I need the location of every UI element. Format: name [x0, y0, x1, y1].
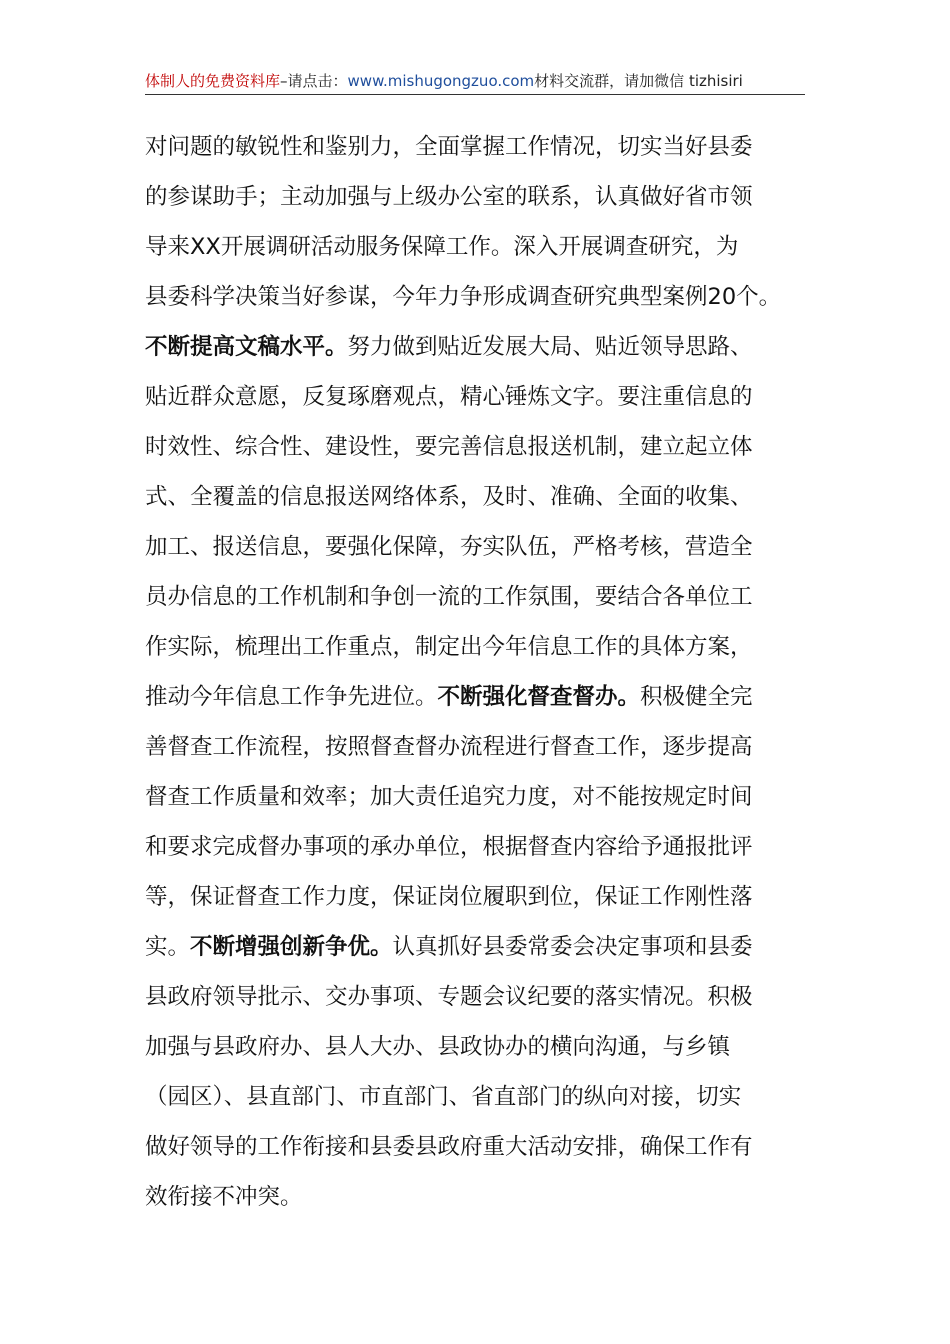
- text-segment: 县政府领导批示、交办事项、专题会议纪要的落实情况。积极: [145, 984, 753, 1010]
- text-segment: 对问题的敏锐性和鉴别力，全面掌握工作情况，切实当好县委: [145, 134, 753, 160]
- text-segment: 积极健全完: [640, 684, 753, 710]
- document-body: [145, 122, 825, 1222]
- text-segment: 贴近群众意愿，反复琢磨观点，精心锤炼文字。要注重信息的: [145, 384, 753, 410]
- text-segment: 时效性、综合性、建设性，要完善信息报送机制，建立起立体: [145, 434, 753, 460]
- text-line: [145, 172, 825, 222]
- text-line: [145, 1172, 825, 1222]
- text-line: [145, 122, 825, 172]
- text-segment: 导来XX开展调研活动服务保障工作。深入开展调查研究，为: [145, 234, 739, 260]
- text-line: [145, 222, 825, 272]
- text-line: [145, 672, 825, 722]
- text-line: [145, 472, 825, 522]
- text-segment: 作实际，梳理出工作重点，制定出今年信息工作的具体方案，: [145, 634, 753, 660]
- text-segment: 等，保证督查工作力度，保证岗位履职到位，保证工作刚性落: [145, 884, 753, 910]
- header-prompt: –请点击：: [280, 72, 348, 90]
- section-heading: 不断强化督查督办。: [437, 684, 641, 710]
- text-line: [145, 922, 825, 972]
- text-segment: 督查工作质量和效率；加大责任追究力度，对不能按规定时间: [145, 784, 753, 810]
- text-line: [145, 1072, 825, 1122]
- text-segment: 加强与县政府办、县人大办、县政协办的横向沟通，与乡镇: [145, 1034, 731, 1060]
- text-segment: 县委科学决策当好参谋，今年力争形成调查研究典型案例20个。: [145, 284, 782, 310]
- text-segment: 式、全覆盖的信息报送网络体系，及时、准确、全面的收集、: [145, 484, 753, 510]
- text-line: [145, 522, 825, 572]
- page-header: [145, 68, 805, 95]
- text-line: [145, 772, 825, 822]
- text-segment: 效衔接不冲突。: [145, 1184, 303, 1210]
- text-line: [145, 422, 825, 472]
- header-url-link[interactable]: www.mishugongzuo.com: [347, 72, 535, 90]
- text-line: [145, 822, 825, 872]
- header-brand: 体制人的免费资料库: [145, 72, 281, 90]
- text-line: [145, 622, 825, 672]
- section-heading: 不断提高文稿水平。: [145, 334, 348, 360]
- text-segment: 加工、报送信息，要强化保障，夯实队伍，严格考核，营造全: [145, 534, 753, 560]
- text-line: [145, 1022, 825, 1072]
- text-segment: 认真抓好县委常委会决定事项和县委: [392, 934, 753, 960]
- text-line: [145, 372, 825, 422]
- text-segment: 推动今年信息工作争先进位。: [145, 684, 438, 710]
- text-line: [145, 322, 825, 372]
- text-segment: 的参谋助手；主动加强与上级办公室的联系，认真做好省市领: [145, 184, 753, 210]
- text-segment: 和要求完成督办事项的承办单位，根据督查内容给予通报批评: [145, 834, 753, 860]
- text-segment: （园区）、县直部门、市直部门、省直部门的纵向对接，切实: [145, 1084, 742, 1110]
- text-line: [145, 722, 825, 772]
- text-segment: 善督查工作流程，按照督查督办流程进行督查工作，逐步提高: [145, 734, 753, 760]
- text-line: [145, 572, 825, 622]
- text-segment: 员办信息的工作机制和争创一流的工作氛围，要结合各单位工: [145, 584, 753, 610]
- section-heading: 不断增强创新争优。: [190, 934, 393, 960]
- header-tail: 材料交流群，请加微信 tizhisiri: [534, 72, 743, 90]
- text-line: [145, 972, 825, 1022]
- text-segment: 实。: [145, 934, 191, 960]
- text-segment: 努力做到贴近发展大局、贴近领导思路、: [347, 334, 753, 360]
- text-line: [145, 1122, 825, 1172]
- text-line: [145, 872, 825, 922]
- text-segment: 做好领导的工作衔接和县委县政府重大活动安排，确保工作有: [145, 1134, 753, 1160]
- text-line: [145, 272, 825, 322]
